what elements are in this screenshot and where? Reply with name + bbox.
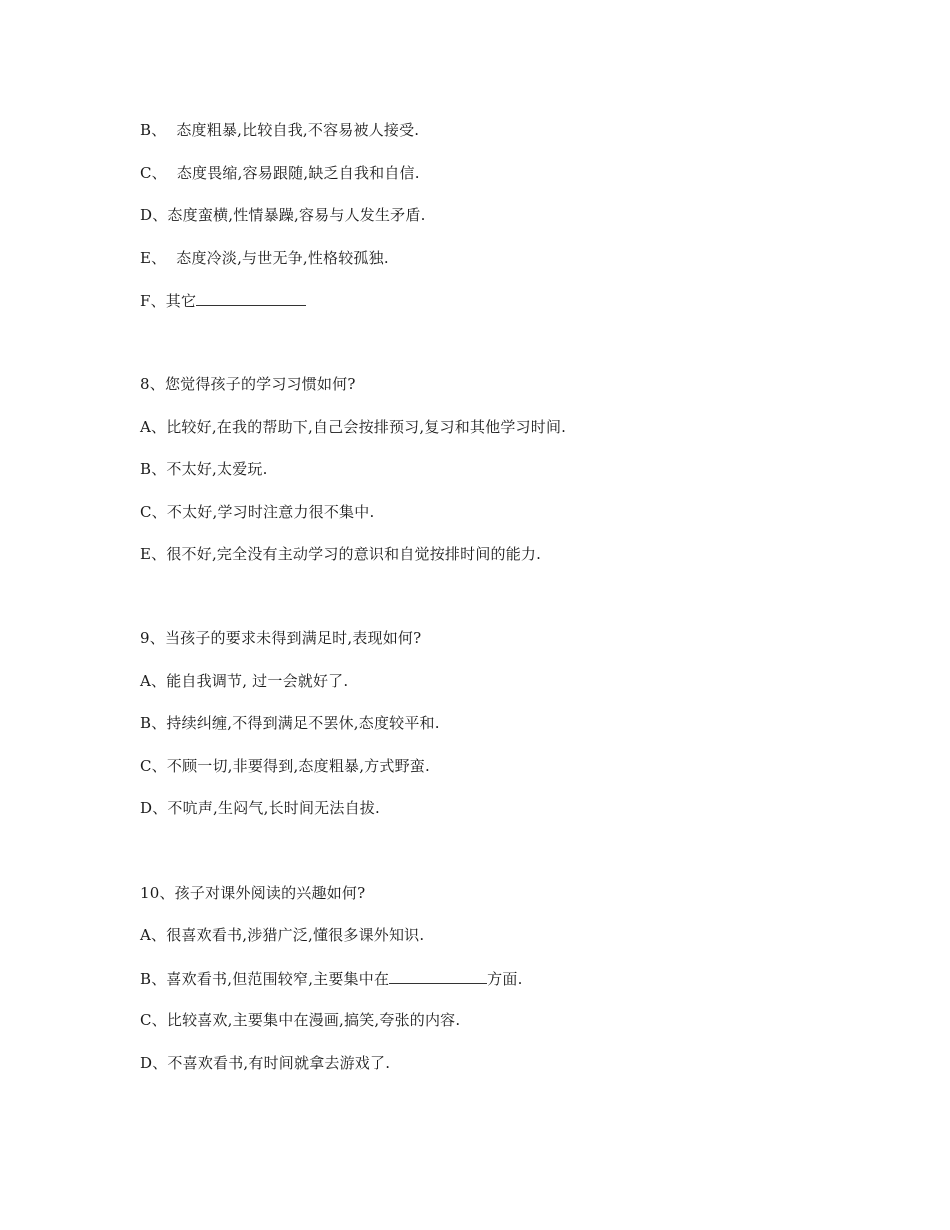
q8-option-b: B、不太好,太爱玩. [140, 460, 268, 478]
q9-option-b: B、持续纠缠,不得到满足不罢休,态度较平和. [140, 714, 440, 732]
q10-option-d: D、不喜欢看书,有时间就拿去游戏了. [140, 1054, 391, 1072]
fill-in-blank[interactable] [196, 290, 306, 306]
q9-option-d: D、不吭声,生闷气,长时间无法自拔. [140, 799, 380, 817]
question-10: 10、孩子对课外阅读的兴趣如何? [140, 884, 366, 902]
q10-option-a: A、很喜欢看书,涉猎广泛,懂很多课外知识. [140, 926, 425, 944]
option-b: B、 态度粗暴,比较自我,不容易被人接受. [140, 121, 420, 139]
q8-option-e: E、很不好,完全没有主动学习的意识和自觉按排时间的能力. [140, 545, 542, 563]
question-8: 8、您觉得孩子的学习习惯如何? [140, 375, 356, 393]
q8-option-a: A、比较好,在我的帮助下,自己会按排预习,复习和其他学习时间. [140, 418, 567, 436]
q10-option-c: C、比较喜欢,主要集中在漫画,搞笑,夸张的内容. [140, 1011, 461, 1029]
option-d: D、态度蛮横,性情暴躁,容易与人发生矛盾. [140, 206, 426, 224]
option-f [140, 290, 306, 311]
question-9: 9、当孩子的要求未得到满足时,表现如何? [140, 629, 422, 647]
q10-option-b [140, 968, 523, 989]
q9-option-a: A、能自我调节, 过一会就好了. [140, 672, 349, 690]
q8-option-c: C、不太好,学习时注意力很不集中. [140, 503, 375, 521]
option-c: C、 态度畏缩,容易跟随,缺乏自我和自信. [140, 164, 420, 182]
q9-option-c: C、不顾一切,非要得到,态度粗暴,方式野蛮. [140, 757, 430, 775]
fill-in-blank[interactable] [389, 968, 487, 984]
option-f-label: F、其它 [140, 292, 197, 310]
option-e: E、 态度冷淡,与世无争,性格较孤独. [140, 249, 389, 267]
q10-option-b-suffix: 方面. [487, 970, 523, 988]
q10-option-b-label: B、喜欢看书,但范围较窄,主要集中在 [140, 970, 390, 988]
